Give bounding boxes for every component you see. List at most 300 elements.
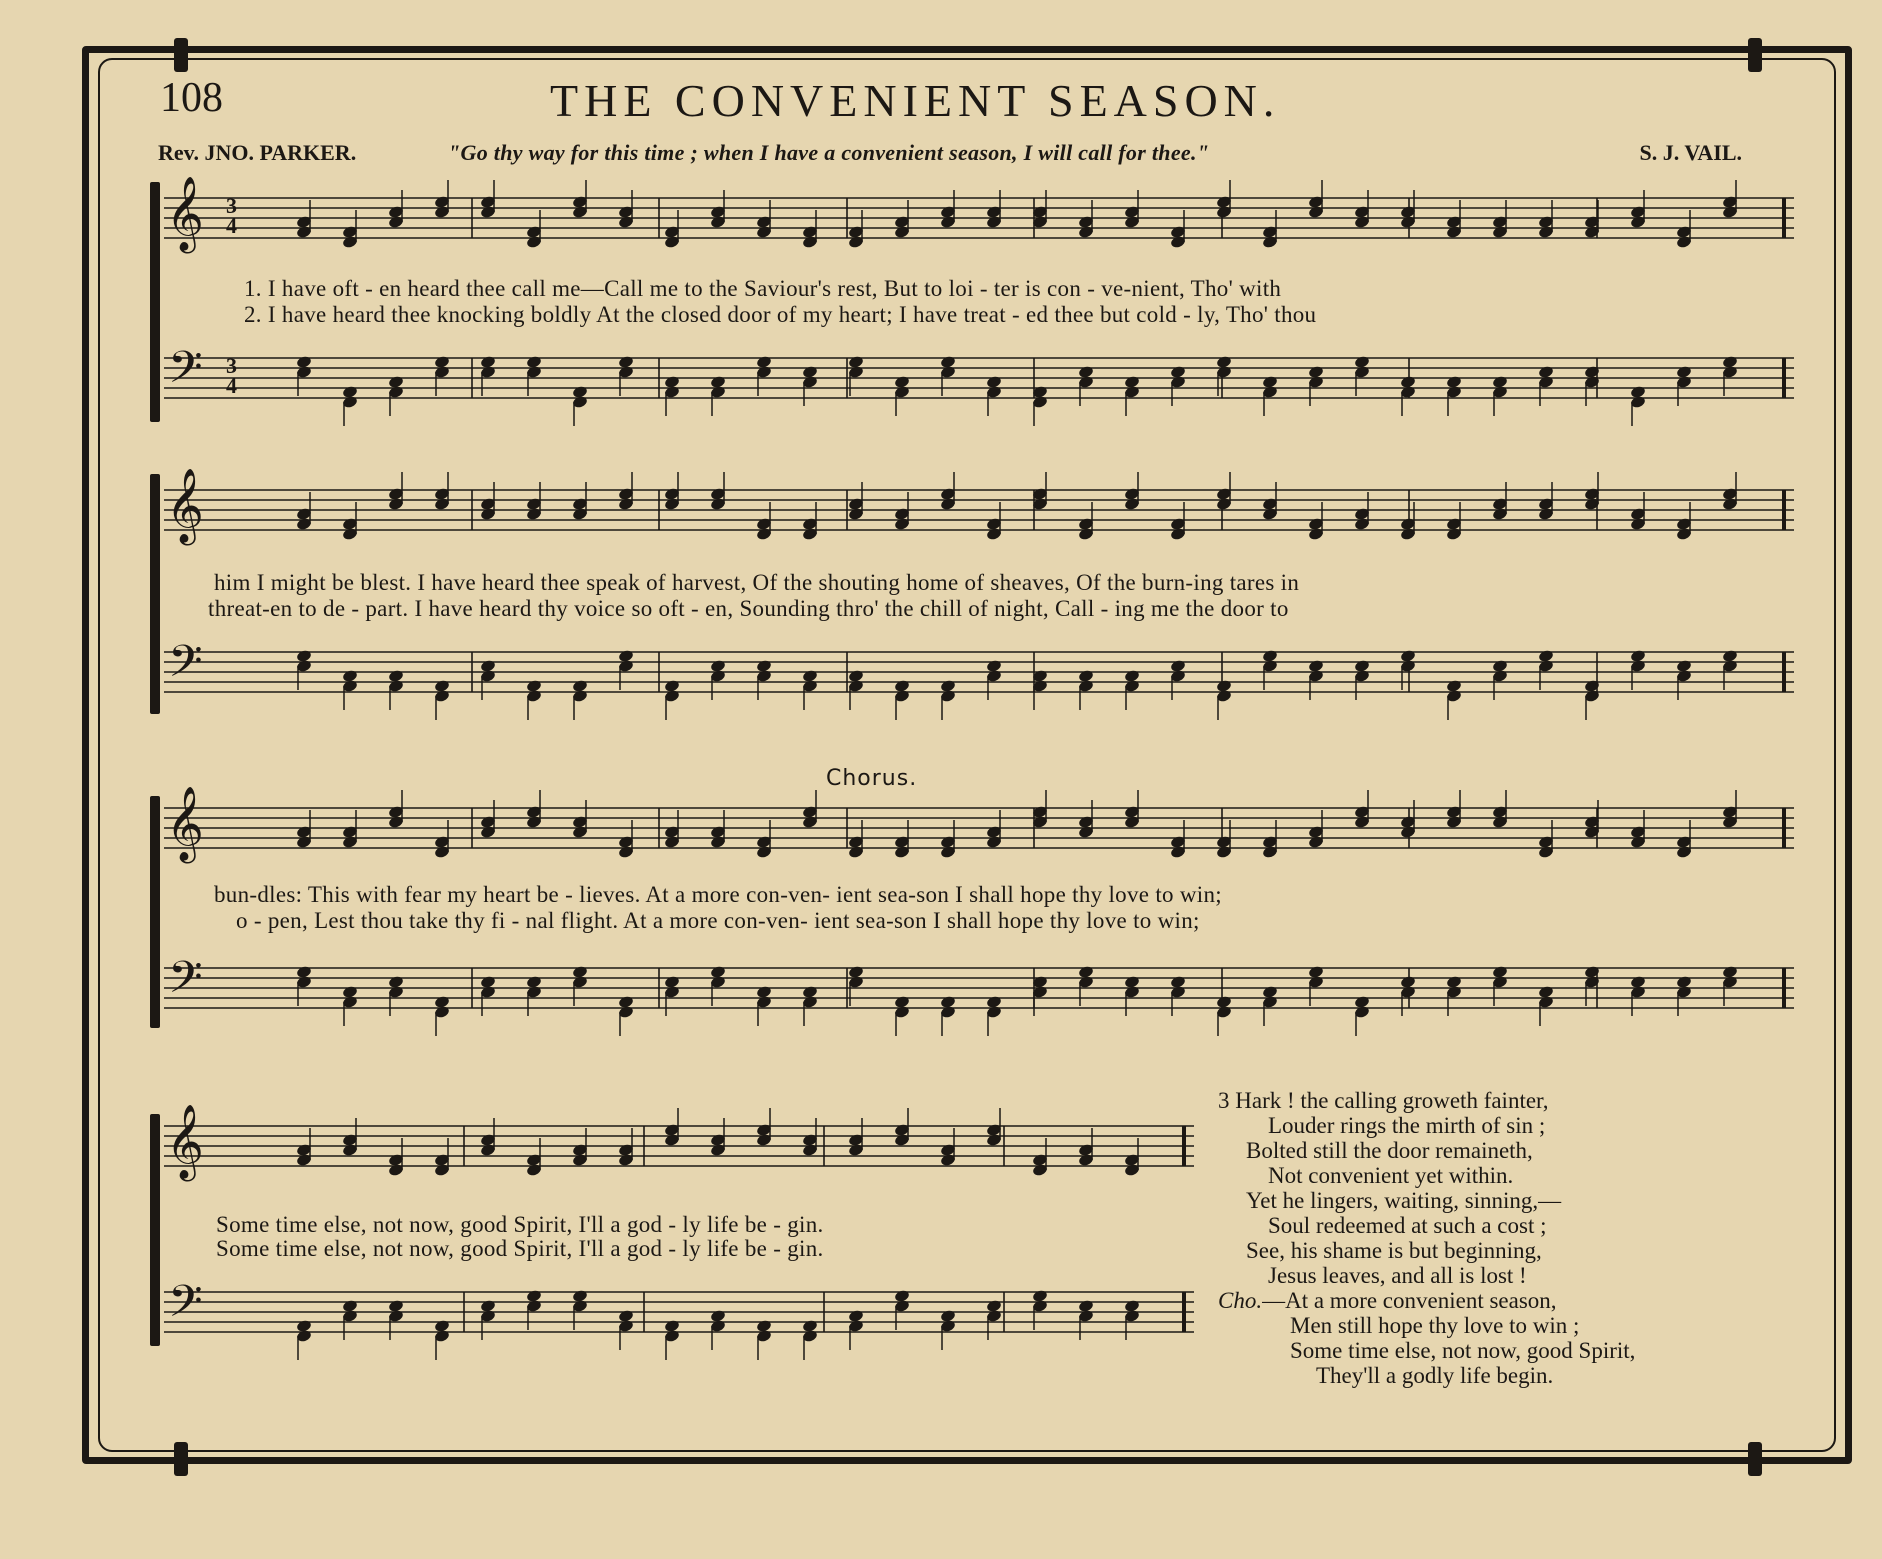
note-head xyxy=(388,1153,405,1167)
note-head xyxy=(1446,385,1463,399)
note-head xyxy=(1032,1299,1049,1313)
note-head xyxy=(618,835,635,849)
note-head xyxy=(1124,679,1141,693)
note-head xyxy=(848,669,865,683)
note-head xyxy=(664,679,681,693)
border-ornament xyxy=(174,38,188,72)
note-head xyxy=(434,1329,451,1343)
note-head xyxy=(526,497,543,511)
note-head xyxy=(434,195,451,209)
note-head xyxy=(1630,825,1647,839)
note-head xyxy=(1492,659,1509,673)
verse-line: Some time else, not now, good Spirit, xyxy=(1290,1338,1636,1363)
note-head xyxy=(618,1153,635,1167)
note-head xyxy=(526,235,543,249)
note-head xyxy=(756,215,773,229)
note-head xyxy=(1078,225,1095,239)
staff-lines xyxy=(164,194,1794,254)
note-head xyxy=(1630,507,1647,521)
note-head xyxy=(434,355,451,369)
note-head xyxy=(296,659,313,673)
note-head xyxy=(1308,669,1325,683)
note-head xyxy=(940,689,957,703)
note-head xyxy=(1124,1299,1141,1313)
note-head xyxy=(1630,215,1647,229)
verse-line: Soul redeemed at such a cost ; xyxy=(1268,1213,1547,1238)
note-head xyxy=(1584,975,1601,989)
note-head xyxy=(756,845,773,859)
note-head xyxy=(526,1289,543,1303)
note-head xyxy=(1216,497,1233,511)
note-head xyxy=(1446,815,1463,829)
note-head xyxy=(894,995,911,1009)
note-head xyxy=(1124,205,1141,219)
note-head xyxy=(618,215,635,229)
note-head xyxy=(940,845,957,859)
note-head xyxy=(1354,995,1371,1009)
note-head xyxy=(894,1123,911,1137)
border-ornament xyxy=(1748,38,1762,72)
note-head xyxy=(526,507,543,521)
note-head xyxy=(480,659,497,673)
note-head xyxy=(1400,815,1417,829)
lyric-verse-2: threat-en to de - part. I have heard thy voice so oft - en, Sounding thro' the chill of night, Call - ing me the door to xyxy=(208,596,1289,621)
note-head xyxy=(1492,805,1509,819)
note-head xyxy=(940,487,957,501)
note-head xyxy=(342,1143,359,1157)
note-head xyxy=(296,975,313,989)
verse-3 xyxy=(1218,1088,1778,1388)
note-head xyxy=(1492,815,1509,829)
note-head xyxy=(848,1319,865,1333)
note-head xyxy=(848,845,865,859)
note-head xyxy=(618,205,635,219)
note-head xyxy=(1630,659,1647,673)
note-head xyxy=(756,995,773,1009)
note-head xyxy=(894,1005,911,1019)
note-head xyxy=(802,669,819,683)
note-head xyxy=(894,517,911,531)
bass-clef: 𝄢 xyxy=(168,635,203,698)
note-head xyxy=(572,965,589,979)
verse-line: Not convenient yet within. xyxy=(1268,1163,1514,1188)
note-head xyxy=(1354,365,1371,379)
note-head xyxy=(342,225,359,239)
note-head xyxy=(1630,835,1647,849)
note-head xyxy=(480,1133,497,1147)
note-head xyxy=(756,1329,773,1343)
note-head xyxy=(848,1143,865,1157)
note-head xyxy=(1630,205,1647,219)
note-head xyxy=(986,375,1003,389)
note-head xyxy=(756,1123,773,1137)
note-head xyxy=(342,527,359,541)
note-head xyxy=(1170,527,1187,541)
note-head xyxy=(664,1329,681,1343)
note-head xyxy=(1078,1143,1095,1157)
treble-staff xyxy=(164,787,1794,861)
note-head xyxy=(1538,659,1555,673)
note-head xyxy=(618,659,635,673)
time-signature: 3 4 xyxy=(226,193,237,238)
note-head xyxy=(1078,1299,1095,1313)
note-head xyxy=(434,205,451,219)
note-head xyxy=(296,649,313,663)
note-head xyxy=(664,1133,681,1147)
note-head xyxy=(1262,507,1279,521)
chorus-prefix: Cho. xyxy=(1218,1288,1263,1313)
verse-line: Men still hope thy love to win ; xyxy=(1290,1313,1580,1338)
note-head xyxy=(296,1329,313,1343)
note-head xyxy=(802,365,819,379)
verse-line: See, his shame is but beginning, xyxy=(1246,1238,1542,1263)
note-head xyxy=(1124,805,1141,819)
note-head xyxy=(1354,215,1371,229)
note-head xyxy=(1308,365,1325,379)
note-head xyxy=(1308,659,1325,673)
composer-credit: S. J. VAIL. xyxy=(1639,140,1742,165)
note-head xyxy=(848,507,865,521)
note-head xyxy=(940,995,957,1009)
note-head xyxy=(1354,659,1371,673)
note-head xyxy=(1446,689,1463,703)
note-head xyxy=(1630,649,1647,663)
note-head xyxy=(894,1299,911,1313)
note-head xyxy=(296,825,313,839)
note-head xyxy=(434,1005,451,1019)
note-head xyxy=(480,507,497,521)
note-head xyxy=(388,805,405,819)
note-head xyxy=(480,1299,497,1313)
note-head xyxy=(1078,669,1095,683)
staff-lines xyxy=(164,648,1794,708)
note-head xyxy=(618,497,635,511)
note-head xyxy=(1400,385,1417,399)
note-head xyxy=(1492,669,1509,683)
note-head xyxy=(1124,375,1141,389)
note-head xyxy=(894,375,911,389)
note-head xyxy=(710,385,727,399)
note-head xyxy=(1676,975,1693,989)
note-head xyxy=(342,835,359,849)
note-head xyxy=(1308,835,1325,849)
note-head xyxy=(664,1319,681,1333)
note-head xyxy=(1492,507,1509,521)
verse-line: Yet he lingers, waiting, sinning,— xyxy=(1246,1188,1562,1213)
note-head xyxy=(802,1133,819,1147)
note-head xyxy=(1722,805,1739,819)
note-head xyxy=(848,835,865,849)
note-head xyxy=(1400,527,1417,541)
note-head xyxy=(480,365,497,379)
note-head xyxy=(296,355,313,369)
note-head xyxy=(1308,375,1325,389)
note-head xyxy=(434,995,451,1009)
note-head xyxy=(480,195,497,209)
note-head xyxy=(1262,375,1279,389)
note-head xyxy=(1308,527,1325,541)
note-head xyxy=(710,375,727,389)
note-head xyxy=(894,385,911,399)
lyric-verse-2: Some time else, not now, good Spirit, I'll a god - ly life be - gin. xyxy=(216,1236,824,1261)
note-head xyxy=(1400,215,1417,229)
note-head xyxy=(802,517,819,531)
note-head xyxy=(618,355,635,369)
note-head xyxy=(1676,375,1693,389)
note-head xyxy=(480,825,497,839)
note-head xyxy=(434,679,451,693)
note-head xyxy=(802,527,819,541)
note-head xyxy=(1584,215,1601,229)
note-head xyxy=(1400,975,1417,989)
treble-clef: 𝄞 xyxy=(166,469,204,543)
note-head xyxy=(1216,205,1233,219)
note-head xyxy=(1492,497,1509,511)
note-head xyxy=(940,1319,957,1333)
note-head xyxy=(434,1153,451,1167)
note-head xyxy=(1722,649,1739,663)
bass-staff xyxy=(164,1275,1194,1338)
note-head xyxy=(434,487,451,501)
note-head xyxy=(1308,517,1325,531)
note-head xyxy=(802,985,819,999)
note-head xyxy=(480,669,497,683)
note-head xyxy=(710,825,727,839)
note-head xyxy=(986,527,1003,541)
bass-clef: 𝄢 xyxy=(168,1275,203,1338)
note-head xyxy=(434,1163,451,1177)
note-head xyxy=(848,679,865,693)
note-head xyxy=(710,1133,727,1147)
note-head xyxy=(940,365,957,379)
note-head xyxy=(1124,985,1141,999)
note-head xyxy=(526,1299,543,1313)
note-head xyxy=(388,1299,405,1313)
note-head xyxy=(388,205,405,219)
note-head xyxy=(1400,825,1417,839)
note-head xyxy=(1170,835,1187,849)
note-head xyxy=(1308,825,1325,839)
note-head xyxy=(1630,385,1647,399)
note-head xyxy=(1124,669,1141,683)
note-head xyxy=(342,385,359,399)
note-head xyxy=(894,1133,911,1147)
note-head xyxy=(572,507,589,521)
note-head xyxy=(1676,659,1693,673)
staff-lines xyxy=(164,486,1794,546)
note-head xyxy=(1354,1005,1371,1019)
note-head xyxy=(296,507,313,521)
note-head xyxy=(1262,649,1279,663)
note-head xyxy=(1078,975,1095,989)
note-head xyxy=(986,825,1003,839)
note-head xyxy=(1124,975,1141,989)
note-head xyxy=(1630,975,1647,989)
note-head xyxy=(434,497,451,511)
note-head xyxy=(894,689,911,703)
note-head xyxy=(342,1299,359,1313)
note-head xyxy=(1538,845,1555,859)
note-head xyxy=(572,975,589,989)
note-head xyxy=(1722,965,1739,979)
note-head xyxy=(802,1319,819,1333)
note-head xyxy=(1032,1153,1049,1167)
note-head xyxy=(664,1123,681,1137)
note-head xyxy=(1676,225,1693,239)
note-head xyxy=(1446,225,1463,239)
note-head xyxy=(1538,835,1555,849)
note-head xyxy=(710,659,727,673)
note-head xyxy=(296,517,313,531)
bass-clef: 𝄢 xyxy=(168,951,203,1014)
note-head xyxy=(756,365,773,379)
note-head xyxy=(618,1143,635,1157)
note-head xyxy=(1446,517,1463,531)
note-head xyxy=(1630,517,1647,531)
staff-lines xyxy=(164,804,1794,864)
note-head xyxy=(986,1133,1003,1147)
verse-line: 3 Hark ! the calling groweth fainter, xyxy=(1218,1088,1549,1113)
note-head xyxy=(664,689,681,703)
note-head xyxy=(342,995,359,1009)
lyric-verse-1: him I might be blest. I have heard thee speak of harvest, Of the shouting home of sheaves, Of the burn-ing tares in xyxy=(214,570,1300,595)
note-head xyxy=(296,1143,313,1157)
note-head xyxy=(756,669,773,683)
note-head xyxy=(480,985,497,999)
note-head xyxy=(940,1005,957,1019)
note-head xyxy=(1216,679,1233,693)
note-head xyxy=(986,995,1003,1009)
note-head xyxy=(618,365,635,379)
note-head xyxy=(1078,215,1095,229)
note-head xyxy=(1630,985,1647,999)
note-head xyxy=(848,225,865,239)
staff-lines xyxy=(164,964,1794,1024)
author-credit: Rev. JNO. PARKER. xyxy=(158,140,357,165)
note-head xyxy=(618,487,635,501)
note-head xyxy=(1538,995,1555,1009)
note-head xyxy=(1400,517,1417,531)
note-head xyxy=(710,975,727,989)
treble-clef: 𝄞 xyxy=(166,787,204,861)
note-head xyxy=(1032,487,1049,501)
note-head xyxy=(1124,1309,1141,1323)
bass-staff xyxy=(164,635,1794,698)
note-head xyxy=(1032,497,1049,511)
note-head xyxy=(572,679,589,693)
note-head xyxy=(1446,375,1463,389)
note-head xyxy=(1216,1005,1233,1019)
note-head xyxy=(1078,679,1095,693)
system-brace xyxy=(150,796,160,1028)
note-head xyxy=(1032,215,1049,229)
note-head xyxy=(480,815,497,829)
music-system-4 xyxy=(150,1100,1190,1360)
note-head xyxy=(894,215,911,229)
note-head xyxy=(894,225,911,239)
note-head xyxy=(1078,1309,1095,1323)
note-head xyxy=(434,835,451,849)
note-head xyxy=(1722,975,1739,989)
note-head xyxy=(1216,195,1233,209)
note-head xyxy=(572,825,589,839)
note-head xyxy=(986,1309,1003,1323)
note-head xyxy=(1676,365,1693,379)
epigraph: "Go thy way for this time ; when I have a convenient season, I will call for thee." xyxy=(448,140,1210,165)
note-head xyxy=(986,205,1003,219)
note-head xyxy=(940,1153,957,1167)
hymn-title: THE CONVENIENT SEASON. xyxy=(550,75,1281,126)
treble-staff xyxy=(164,469,1794,543)
note-head xyxy=(1446,215,1463,229)
note-head xyxy=(1078,365,1095,379)
note-head xyxy=(940,497,957,511)
note-head xyxy=(1078,527,1095,541)
note-head xyxy=(802,679,819,693)
note-head xyxy=(296,365,313,379)
note-head xyxy=(756,1319,773,1333)
note-head xyxy=(1676,517,1693,531)
note-head xyxy=(1538,375,1555,389)
note-head xyxy=(1446,805,1463,819)
note-head xyxy=(1262,385,1279,399)
note-head xyxy=(526,805,543,819)
note-head xyxy=(986,669,1003,683)
note-head xyxy=(940,215,957,229)
note-head xyxy=(1308,205,1325,219)
note-head xyxy=(342,1309,359,1323)
note-head xyxy=(664,225,681,239)
note-head xyxy=(388,985,405,999)
music-system-3 xyxy=(150,766,1795,1032)
note-head xyxy=(664,385,681,399)
note-head xyxy=(1216,365,1233,379)
note-head xyxy=(1354,507,1371,521)
note-head xyxy=(848,497,865,511)
note-head xyxy=(1722,497,1739,511)
note-head xyxy=(1078,517,1095,531)
note-head xyxy=(664,375,681,389)
note-head xyxy=(664,825,681,839)
note-head xyxy=(1170,659,1187,673)
note-head xyxy=(1170,669,1187,683)
note-head xyxy=(1446,527,1463,541)
note-head xyxy=(480,975,497,989)
note-head xyxy=(940,835,957,849)
note-head xyxy=(1032,805,1049,819)
treble-clef: 𝄞 xyxy=(166,177,204,251)
note-head xyxy=(1492,375,1509,389)
note-head xyxy=(1676,669,1693,683)
note-head xyxy=(664,985,681,999)
border-ornament xyxy=(174,1442,188,1476)
lyric-verse-2: o - pen, Lest thou take thy fi - nal flight. At a more con-ven- ient sea-son I shall hope thy love to win; xyxy=(236,908,1200,933)
verse-line: —At a more convenient season, xyxy=(1262,1288,1557,1313)
note-head xyxy=(940,205,957,219)
note-head xyxy=(1584,679,1601,693)
note-head xyxy=(388,215,405,229)
note-head xyxy=(1584,825,1601,839)
note-head xyxy=(618,995,635,1009)
note-head xyxy=(710,205,727,219)
note-head xyxy=(1584,965,1601,979)
note-head xyxy=(1032,679,1049,693)
note-head xyxy=(526,985,543,999)
note-head xyxy=(572,1289,589,1303)
note-head xyxy=(802,815,819,829)
note-head xyxy=(1124,1153,1141,1167)
note-head xyxy=(756,835,773,849)
